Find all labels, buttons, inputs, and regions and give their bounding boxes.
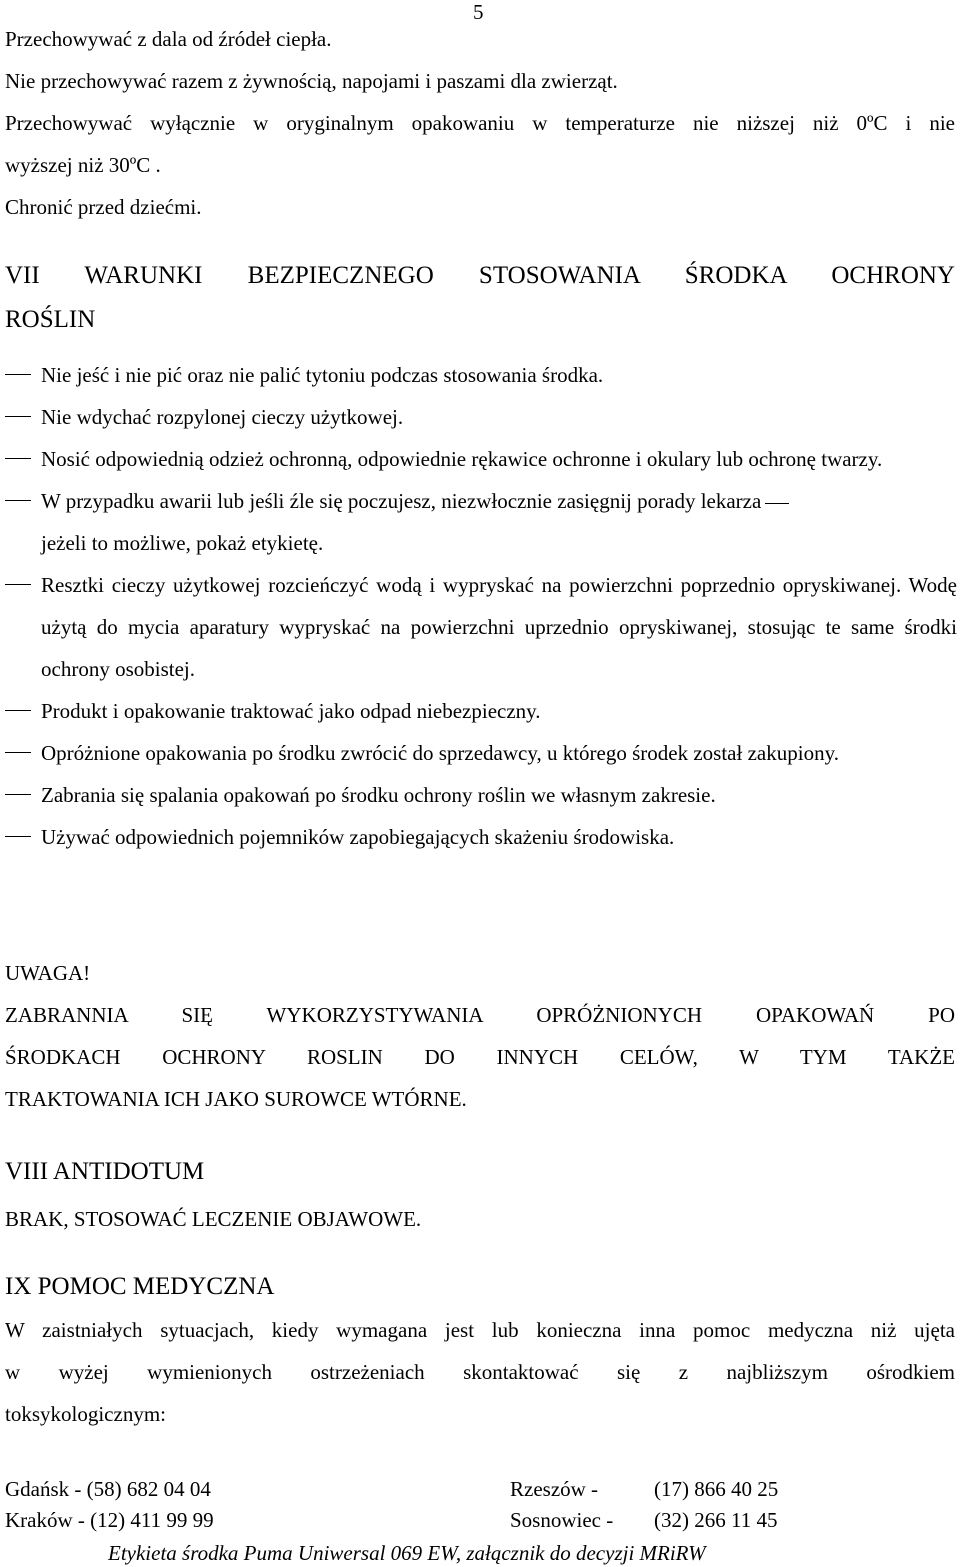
section-viii-text: BRAK, STOSOWAĆ LECZENIE OBJAWOWE.	[5, 1207, 422, 1231]
contact-entry: Kraków - (12) 411 99 99	[5, 1508, 214, 1532]
page-number: 5	[473, 0, 484, 24]
list-item: Nie jeść i nie pić oraz nie palić tytoniu podczas stosowania środka.	[5, 354, 957, 396]
warning-line: ZABRANNIA SIĘ WYKORZYSTYWANIA OPRÓŻNIONYCH OPAKOWAŃ PO	[5, 1003, 955, 1027]
dash-bullet	[5, 794, 31, 795]
label-footer: Etykieta środka Puma Uniwersal 069 EW, załącznik do decyzji MRiRW	[108, 1541, 706, 1565]
section-ix-line: toksykologicznym:	[5, 1402, 166, 1426]
dash-bullet	[5, 710, 31, 711]
section-viii	[5, 1150, 955, 1240]
list-item: Używać odpowiednich pojemników zapobiegających skażeniu środowiska.	[5, 816, 957, 858]
toxicology-contacts	[5, 1474, 955, 1536]
storage-line: wyższej niż 30ºC .	[5, 153, 161, 177]
warning-line: TRAKTOWANIA ICH JAKO SUROWCE WTÓRNE.	[5, 1087, 467, 1111]
safety-list	[5, 354, 957, 858]
section-ix-line: w wyżej wymienionych ostrzeżeniach skontaktować się z najbliższym ośrodkiem	[5, 1360, 955, 1384]
list-item: Nosić odpowiednią odzież ochronną, odpowiednie rękawice ochronne i okulary lub ochronę twarzy.	[5, 438, 957, 480]
dash-bullet	[5, 458, 31, 459]
storage-line: Przechowywać z dala od źródeł ciepła.	[5, 27, 332, 51]
dash-bullet	[5, 374, 31, 375]
contact-phone: (17) 866 40 25	[654, 1477, 779, 1501]
section-viii-heading: VIII ANTIDOTUM	[5, 1158, 205, 1185]
list-item: Produkt i opakowanie traktować jako odpad niebezpieczny.	[5, 690, 957, 732]
list-item-text: W przypadku awarii lub jeśli źle się poczujesz, niezwłocznie zasięgnij porady lekarza	[41, 489, 762, 513]
section-vii	[5, 254, 955, 342]
dash-bullet	[5, 416, 31, 417]
warning-section	[5, 952, 955, 1120]
dash-bullet	[5, 500, 31, 501]
dash-bullet	[5, 584, 31, 585]
storage-line: Przechowywać wyłącznie w oryginalnym opakowaniu w temperaturze nie niższej niż 0ºC i nie	[5, 111, 955, 135]
list-item: Zabrania się spalania opakowań po środku ochrony roślin we własnym zakresie.	[5, 774, 957, 816]
list-item: Opróżnione opakowania po środku zwrócić do sprzedawcy, u którego środek został zakupiony.	[5, 732, 957, 774]
list-item-text-cont: jeżeli to możliwe, pokaż etykietę.	[41, 531, 324, 555]
storage-line: Nie przechowywać razem z żywnością, napojami i paszami dla zwierząt.	[5, 69, 618, 93]
dash-bullet	[5, 836, 31, 837]
list-item	[5, 480, 957, 564]
section-ix-line: W zaistniałych sytuacjach, kiedy wymagana jest lub konieczna inna pomoc medyczna niż ujęta	[5, 1318, 955, 1342]
contact-city: Sosnowiec -	[510, 1508, 614, 1532]
contact-phone: (32) 266 11 45	[654, 1508, 778, 1532]
contact-row	[5, 1505, 955, 1536]
section-vii-heading-cont: ROŚLIN	[5, 306, 96, 333]
warning-title: UWAGA!	[5, 961, 91, 985]
list-item: Resztki cieczy użytkowej rozcieńczyć wodą i wypryskać na powierzchni poprzednio opryskiwanej. Wodę użytą do mycia aparatury wypryskać na powierzchni uprzednio opryskiwanej, stosując te same środki ochrony osobistej.	[5, 564, 957, 690]
contact-entry: Gdańsk - (58) 682 04 04	[5, 1477, 211, 1501]
storage-section	[5, 18, 955, 228]
contact-city: Rzeszów -	[510, 1477, 599, 1501]
storage-line: Chronić przed dziećmi.	[5, 195, 202, 219]
contact-row	[5, 1474, 955, 1505]
section-vii-heading: VII WARUNKI BEZPIECZNEGO STOSOWANIA ŚRODKA OCHRONY	[5, 262, 955, 289]
section-ix	[5, 1265, 955, 1435]
section-ix-heading: IX POMOC MEDYCZNA	[5, 1273, 275, 1300]
list-item: Nie wdychać rozpylonej cieczy użytkowej.	[5, 396, 957, 438]
dash-bullet	[5, 752, 31, 753]
dash-separator	[765, 503, 789, 504]
warning-line: ŚRODKACH OCHRONY ROSLIN DO INNYCH CELÓW, W TYM TAKŻE	[5, 1045, 955, 1069]
